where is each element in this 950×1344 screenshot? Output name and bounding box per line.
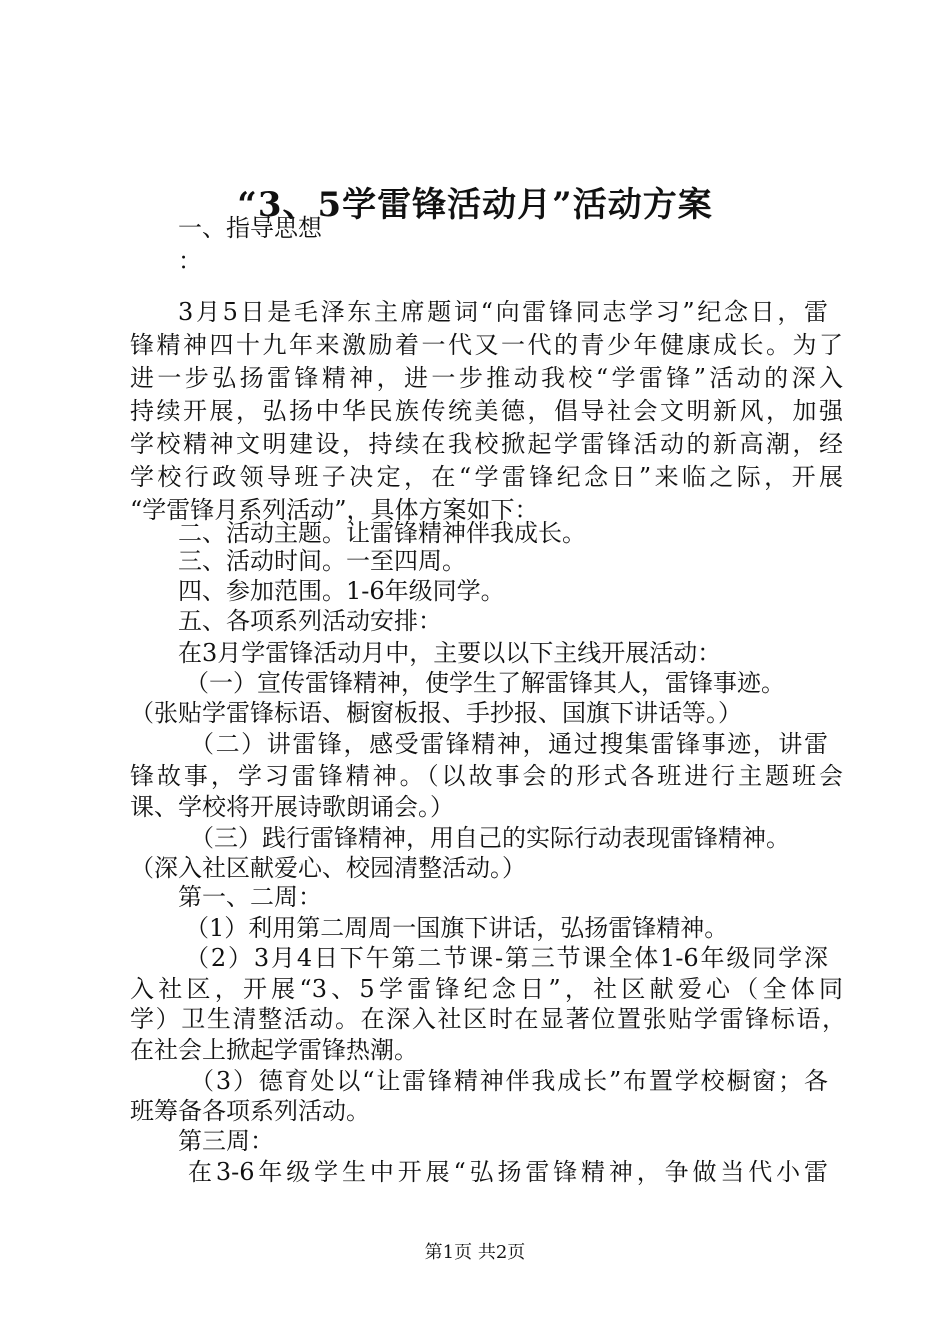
body-line: 在3-6年级学生中开展“弘扬雷锋精神，争做当代小雷 — [188, 1158, 828, 1186]
body-line: （深入社区献爱心、校园清整活动。） — [130, 854, 526, 882]
body-line: 课、学校将开展诗歌朗诵会。） — [130, 793, 454, 821]
body-line: 班筹备各项系列活动。 — [130, 1097, 370, 1125]
body-line: （二）讲雷锋，感受雷锋精神，通过搜集雷锋事迹，讲雷 — [190, 730, 828, 758]
body-line: 学）卫生清整活动。在深入社区时在显著位置张贴学雷锋标语， — [130, 1005, 846, 1033]
body-line: 学校行政领导班子决定，在“学雷锋纪念日”来临之际，开展 — [130, 463, 843, 491]
body-line: 第一、二周： — [178, 883, 322, 911]
body-line: 进一步弘扬雷锋精神，进一步推动我校“学雷锋”活动的深入 — [130, 364, 843, 392]
body-line: “学雷锋月系列活动”，具体方案如下： — [130, 496, 539, 524]
body-line: 一、指导思想 — [178, 214, 322, 242]
body-line: （3）德育处以“让雷锋精神伴我成长”布置学校橱窗；各 — [190, 1067, 828, 1095]
body-line: 五、各项系列活动安排： — [178, 607, 442, 635]
body-line: 在3月学雷锋活动月中，主要以以下主线开展活动： — [178, 639, 722, 667]
body-line: 入社区，开展“3、5学雷锋纪念日”，社区献爱心（全体同 — [130, 975, 843, 1003]
document-title: “3、5学雷锋活动月”活动方案 — [237, 185, 713, 225]
body-line: 三、活动时间。一至四周。 — [178, 547, 466, 575]
body-line: 第三周： — [178, 1127, 274, 1155]
body-line: 学校精神文明建设，持续在我校掀起学雷锋活动的新高潮，经 — [130, 430, 843, 458]
body-line: （1）利用第二周周一国旗下讲话，弘扬雷锋精神。 — [185, 914, 729, 942]
body-line: 3月5日是毛泽东主席题词“向雷锋同志学习”纪念日，雷 — [178, 298, 828, 326]
body-line: 持续开展，弘扬中华民族传统美德，倡导社会文明新风，加强 — [130, 397, 843, 425]
body-line: 锋故事，学习雷锋精神。（以故事会的形式各班进行主题班会 — [130, 762, 843, 790]
body-line: ： — [178, 247, 202, 275]
body-line: （2）3月4日下午第二节课-第三节课全体1-6年级同学深 — [185, 944, 828, 972]
body-line: 在社会上掀起学雷锋热潮。 — [130, 1036, 418, 1064]
body-line: 锋精神四十九年来激励着一代又一代的青少年健康成长。为了 — [130, 331, 843, 359]
body-line: （张贴学雷锋标语、橱窗板报、手抄报、国旗下讲话等。） — [130, 699, 742, 727]
page-footer: 第1页 共2页 — [424, 1242, 526, 1263]
body-line: 二、活动主题。让雷锋精神伴我成长。 — [178, 519, 586, 547]
body-line: 四、参加范围。1-6年级同学。 — [178, 577, 505, 605]
body-line: （三）践行雷锋精神，用自己的实际行动表现雷锋精神。 — [190, 824, 790, 852]
body-line: （一）宣传雷锋精神，使学生了解雷锋其人，雷锋事迹。 — [185, 669, 785, 697]
